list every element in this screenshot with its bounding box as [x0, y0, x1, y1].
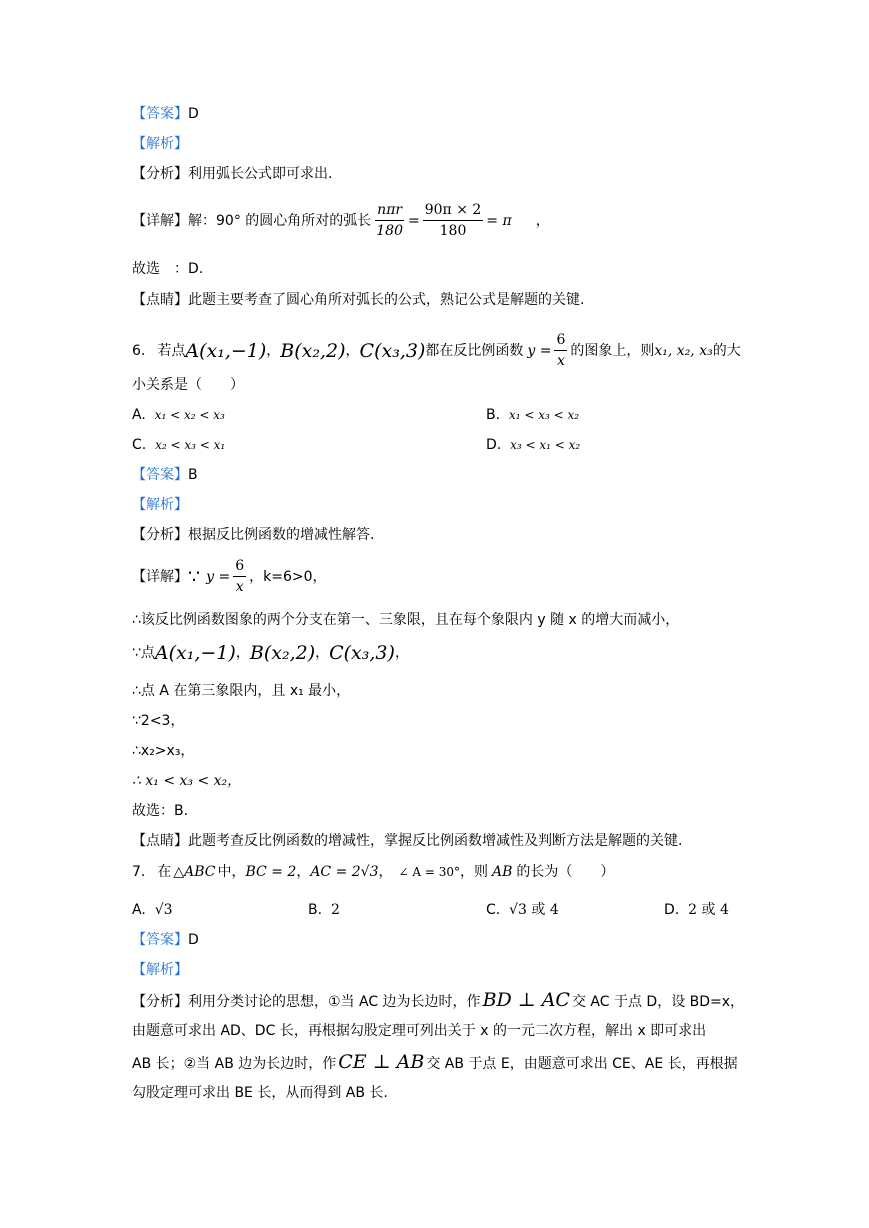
- fenxi-text: 交 AB 于点 E，由题意可求出 CE、AE 长，再根据: [426, 1056, 738, 1072]
- q7-fenxi-line4: [132, 1083, 388, 1103]
- q6-fenxi-line: [132, 525, 374, 545]
- q6-analysis-line: [132, 495, 188, 515]
- q6-reason-line6: [132, 771, 241, 791]
- stem-end: 的大: [712, 342, 741, 359]
- q6-reason-line5: [132, 741, 194, 761]
- q7-analysis-line: [132, 960, 188, 980]
- frac-numerator: nπr: [375, 200, 404, 221]
- q7-answer-line: [132, 930, 199, 950]
- stem-c: 的长为（ ）: [516, 864, 615, 880]
- fenxi-text: 利用弧长公式即可求出.: [188, 166, 333, 182]
- option-text: √3: [154, 902, 173, 918]
- variables: x₁, x₂, x₃: [654, 342, 713, 359]
- option-label: D.: [486, 437, 502, 453]
- func-lhs: y =: [527, 342, 552, 359]
- reason-text: ∴ x₁ < x₃ < x₂，: [132, 773, 242, 789]
- q6-reason-line3: [132, 681, 350, 701]
- stem-pre: 若点: [157, 342, 186, 359]
- arc-result: = π: [486, 212, 512, 229]
- option-d[interactable]: [664, 900, 729, 920]
- dianjing-tag: 【点睛】: [132, 833, 188, 849]
- option-a[interactable]: [132, 405, 225, 425]
- comma: ，: [535, 212, 550, 229]
- point-b: B(x₂,2): [280, 339, 346, 362]
- frac-numerator: 90π × 2: [423, 200, 484, 221]
- q5-xiangjie-line: [132, 200, 550, 241]
- option-text: x₁ < x₂ < x₃: [154, 408, 225, 422]
- point-c: C(x₃,3): [359, 339, 426, 362]
- fenxi-tag: 【分析】: [132, 527, 188, 543]
- q6-reason-line2: ∵点 A(x₁,−1) ， B(x₂,2) ， C(x₃,3) ，: [132, 642, 409, 664]
- choose-text: 故选：B.: [132, 803, 189, 819]
- fenxi-tag: 【分析】: [132, 994, 188, 1010]
- option-label: C.: [132, 437, 147, 453]
- answer-value: D: [188, 932, 199, 948]
- func-lhs: y =: [206, 568, 231, 585]
- q6-choose-line: [132, 801, 188, 821]
- point-c: C(x₃,3): [329, 642, 395, 664]
- dianjing-tag: 【点睛】: [132, 292, 188, 308]
- frac-numerator: 6: [554, 330, 567, 351]
- option-label: C.: [486, 902, 501, 918]
- point-a: A(x₁,−1): [154, 642, 236, 664]
- q7-fenxi-line3: [132, 1052, 738, 1074]
- answer-value: B: [188, 467, 198, 483]
- q5-choose-line: [132, 259, 203, 279]
- perp-bd-ac: BD ⊥ AC: [482, 989, 570, 1011]
- frac-denominator: 180: [439, 223, 467, 239]
- fenxi-text: AB 长；②当 AB 边为长边时，作: [132, 1056, 337, 1072]
- choose-text: 故选 ：D.: [132, 261, 204, 277]
- fenxi-text: 交 AC 于点 D，设 BD=x，: [571, 994, 745, 1010]
- q6-answer-line: [132, 465, 198, 485]
- q6-reason-line1: [132, 610, 679, 630]
- option-label: B.: [308, 902, 323, 918]
- analysis-tag: 【解析】: [132, 136, 188, 152]
- fenxi-tag: 【分析】: [132, 166, 188, 182]
- stem-b: ，则: [460, 864, 489, 880]
- stem-line2: 小关系是（ ）: [132, 377, 244, 393]
- option-text: x₁ < x₃ < x₂: [508, 408, 580, 422]
- q6-xiangjie-line: [132, 556, 327, 597]
- option-text: x₂ < x₃ < x₁: [155, 438, 226, 452]
- stem-a: 中，: [217, 864, 246, 880]
- frac-denominator: x: [235, 579, 244, 595]
- option-a[interactable]: [132, 900, 173, 920]
- option-text: x₃ < x₁ < x₂: [510, 438, 581, 452]
- fenxi-text: 利用分类讨论的思想，①当 AC 边为长边时，作: [188, 994, 481, 1010]
- fenxi-text: 由题意可求出 AD、DC 长，再根据勾股定理可列出关于 x 的一元二次方程，解出 x 即可求出: [132, 1023, 707, 1039]
- option-label: B.: [486, 407, 501, 423]
- fenxi-text: 勾股定理可求出 BE 长，从而得到 AB 长.: [132, 1085, 388, 1101]
- analysis-tag: 【解析】: [132, 962, 188, 978]
- q5-dianjing-line: [132, 290, 584, 310]
- xiangjie-tag: 【详解】: [132, 568, 188, 585]
- q6-stem-line1: 6. 若点 A(x₁,−1) ， B(x₂,2) ， C(x₃,3) 都在反比例函数 y = $\frac{6}{x}$ 的图象上，则 x₁, x₂, x₃ 的大: [132, 332, 741, 369]
- q5-fenxi-line: [132, 164, 332, 184]
- fenxi-text: 根据反比例函数的增减性解答.: [188, 527, 375, 543]
- ac-value: AC = 2√3: [310, 864, 379, 880]
- equals-sign: =: [408, 212, 420, 229]
- func-fraction: [233, 556, 246, 597]
- option-label: A.: [132, 902, 146, 918]
- func-fraction: [554, 330, 567, 371]
- triangle: △ABC: [173, 864, 216, 880]
- q7-stem-line: 7. 在 △ABC 中， BC = 2 ， AC = 2√3 ， ∠ A = 30° ，则 AB 的长为（ ）: [132, 864, 615, 880]
- dianjing-text: 此题考查反比例函数的增减性，掌握反比例函数增减性及判断方法是解题的关键.: [188, 833, 683, 849]
- point-b: B(x₂,2): [249, 642, 316, 664]
- q7-fenxi-line2: [132, 1021, 706, 1041]
- q6-dianjing-line: [132, 831, 682, 851]
- perp-ce-ab: CE ⊥ AB: [338, 1051, 425, 1073]
- frac-numerator: 6: [233, 556, 246, 577]
- answer-tag: 【答案】: [132, 106, 188, 122]
- because-symbol: ∵: [188, 565, 201, 588]
- reason-text: ∵点: [132, 645, 155, 661]
- q5-analysis-line: [132, 134, 188, 154]
- frac-denominator: 180: [376, 223, 403, 239]
- reason-text: ∵2<3，: [132, 713, 185, 729]
- stem-mid: 都在反比例函数: [425, 342, 524, 359]
- stem-post: 的图象上，则: [570, 342, 655, 359]
- question-number: 6.: [132, 342, 146, 359]
- option-text: 2 或 4: [688, 902, 729, 918]
- xiangjie-tag: 【详解】: [132, 212, 188, 229]
- option-d[interactable]: [486, 435, 580, 455]
- question-number: 7.: [132, 864, 146, 880]
- option-text: 2: [330, 902, 340, 918]
- option-b[interactable]: [308, 900, 340, 920]
- option-c[interactable]: [132, 435, 225, 455]
- answer-tag: 【答案】: [132, 467, 188, 483]
- reason-text: ∴该反比例函数图象的两个分支在第一、三象限，且在每个象限内 y 随 x 的增大而减小，: [132, 612, 680, 628]
- analysis-tag: 【解析】: [132, 497, 188, 513]
- option-label: D.: [664, 902, 680, 918]
- dianjing-text: 此题主要考查了圆心角所对弧长的公式，熟记公式是解题的关键.: [188, 292, 585, 308]
- reason-text: ∴点 A 在第三象限内，且 x₁ 最小，: [132, 683, 351, 699]
- answer-tag: 【答案】: [132, 932, 188, 948]
- ab-label: AB: [492, 864, 513, 880]
- option-text: √3 或 4: [509, 902, 559, 918]
- frac-denominator: x: [556, 353, 565, 369]
- option-c[interactable]: [486, 900, 559, 920]
- arc-formula-fraction: [374, 200, 405, 241]
- q7-fenxi-line1: [132, 990, 744, 1012]
- point-a: A(x₁,−1): [185, 339, 267, 362]
- q6-reason-line4: [132, 711, 184, 731]
- option-b[interactable]: [486, 405, 579, 425]
- arc-value-fraction: [423, 200, 484, 241]
- bc-value: BC = 2: [245, 864, 297, 880]
- q5-answer-line: [132, 104, 199, 124]
- xiangjie-pre: 解：90° 的圆心角所对的弧长: [188, 212, 372, 229]
- angle-value: ∠ A = 30°: [398, 865, 461, 879]
- answer-value: D: [188, 106, 199, 122]
- stem-pre: 在: [157, 864, 172, 880]
- option-label: A.: [132, 407, 146, 423]
- q6-stem-line2: [132, 375, 244, 395]
- k-text: ，k=6>0，: [249, 568, 327, 585]
- reason-text: ∴x₂>x₃，: [132, 743, 195, 759]
